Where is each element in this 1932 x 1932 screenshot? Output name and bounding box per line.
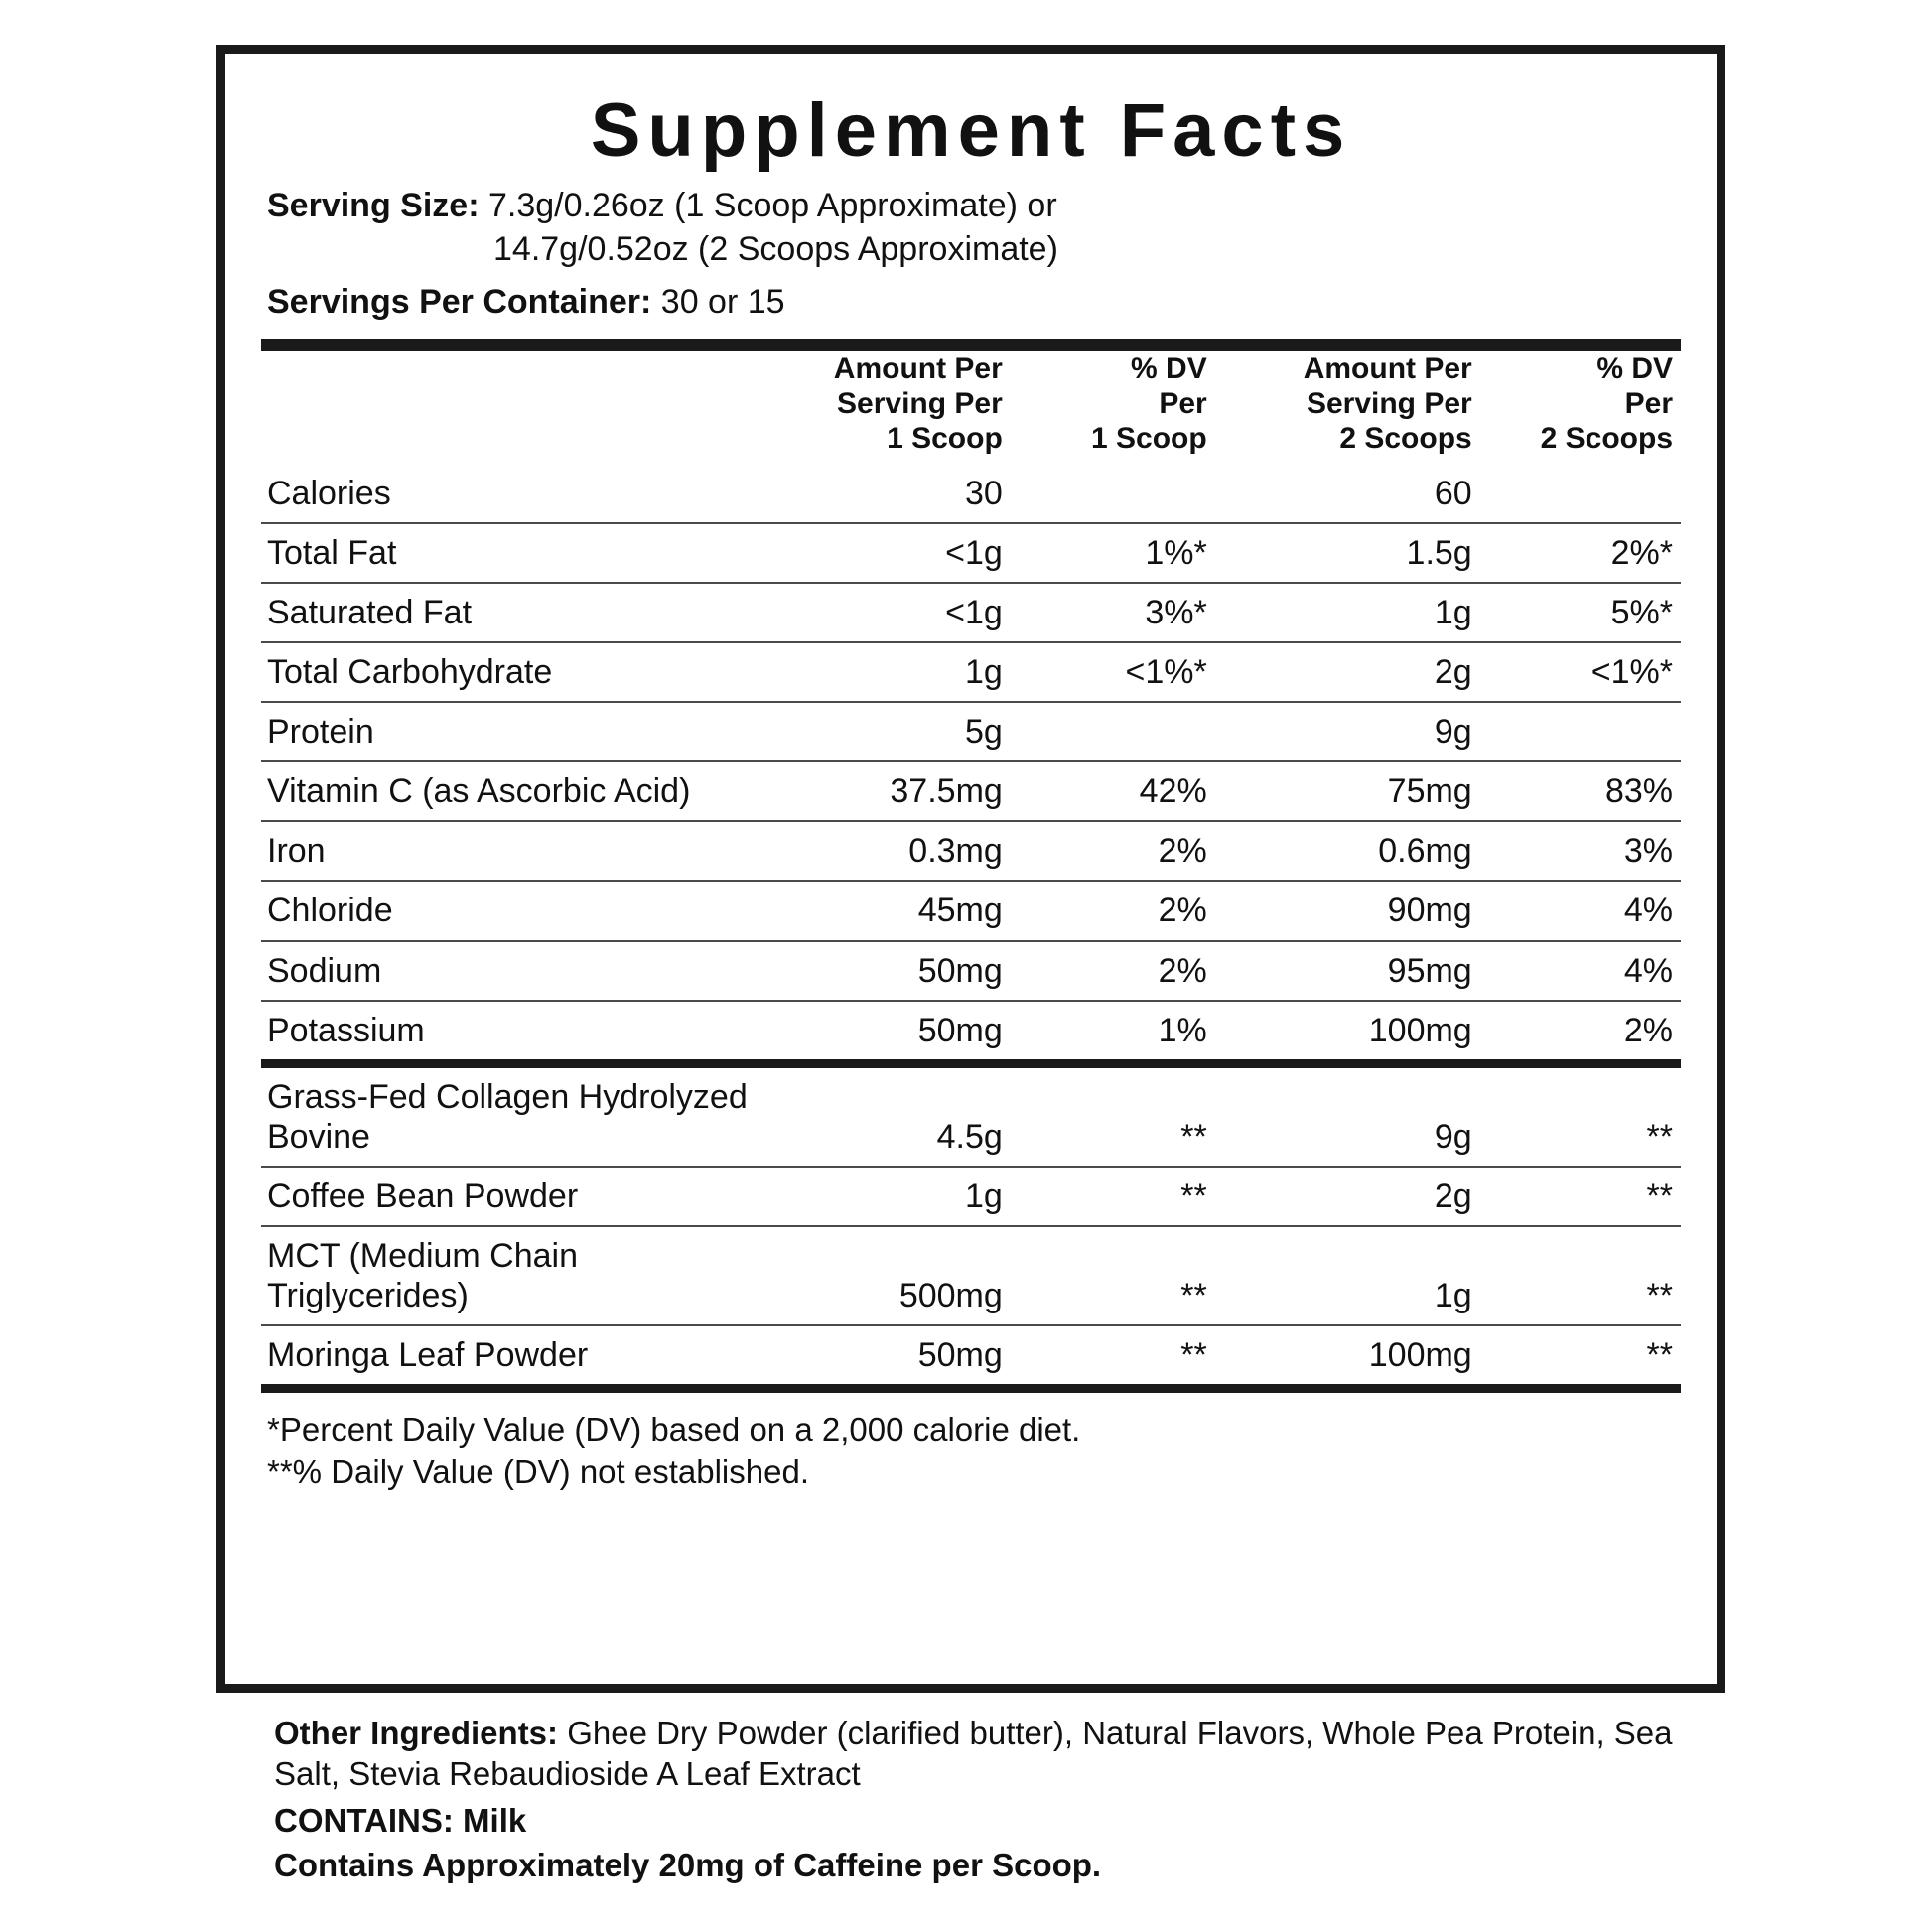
row-amount-1-scoop: 1g (777, 642, 1036, 702)
column-header-amount-2-scoops-line1: Amount Per (1303, 351, 1472, 385)
row-amount-2-scoops: 75mg (1247, 761, 1506, 821)
row-amount-2-scoops: 1g (1247, 1226, 1506, 1325)
serving-info (267, 185, 1681, 325)
column-header-amount-1-scoop-line3: 1 Scoop (887, 422, 1003, 456)
row-amount-2-scoops: 1g (1247, 583, 1506, 642)
row-dv-2-scoops: 5%* (1506, 583, 1681, 642)
table-header (261, 351, 1681, 465)
table-row (261, 642, 1681, 702)
row-dv-1-scoop: 3%* (1036, 583, 1247, 642)
row-nutrient-name: Moringa Leaf Powder (261, 1325, 777, 1389)
row-dv-1-scoop: ** (1036, 1226, 1247, 1325)
table-row (261, 941, 1681, 1001)
column-header-amount-1-scoop-line1: Amount Per (833, 351, 1003, 385)
table-row (261, 465, 1681, 523)
row-amount-1-scoop: 5g (777, 702, 1036, 761)
column-header-amount-1-scoop-line2: Serving Per (837, 386, 1003, 420)
row-dv-1-scoop (1036, 465, 1247, 523)
row-nutrient-name: Sodium (261, 941, 777, 1001)
table-row (261, 702, 1681, 761)
row-dv-2-scoops: <1%* (1506, 642, 1681, 702)
row-nutrient-name: Total Carbohydrate (261, 642, 777, 702)
table-row (261, 881, 1681, 940)
divider-thick-top (261, 339, 1681, 351)
column-header-amount-2-scoops (1247, 351, 1506, 465)
caffeine-note: Contains Approximately 20mg of Caffeine per Scoop. (274, 1846, 1102, 1883)
row-amount-2-scoops: 1.5g (1247, 523, 1506, 583)
row-nutrient-name: Total Fat (261, 523, 777, 583)
column-header-amount-2-scoops-line2: Serving Per (1306, 386, 1472, 420)
row-dv-1-scoop: ** (1036, 1167, 1247, 1226)
column-header-amount-2-scoops-line3: 2 Scoops (1339, 422, 1472, 456)
row-amount-2-scoops: 2g (1247, 1167, 1506, 1226)
column-header-dv-2-scoops (1506, 351, 1681, 465)
column-header-dv-2-scoops-line3: 2 Scoops (1540, 422, 1673, 456)
table-row (261, 1226, 1681, 1325)
serving-size-value-1: 7.3g/0.26oz (1 Scoop Approximate) or (487, 187, 1057, 224)
row-amount-2-scoops: 100mg (1247, 1325, 1506, 1389)
table-row (261, 583, 1681, 642)
serving-size-label: Serving Size: (267, 187, 480, 224)
row-dv-2-scoops: 83% (1506, 761, 1681, 821)
row-amount-2-scoops: 95mg (1247, 941, 1506, 1001)
other-ingredients-label: Other Ingredients: (274, 1715, 559, 1751)
row-amount-2-scoops: 0.6mg (1247, 821, 1506, 881)
column-header-dv-1-scoop (1036, 351, 1247, 465)
row-dv-1-scoop: ** (1036, 1325, 1247, 1389)
row-nutrient-name: Protein (261, 702, 777, 761)
row-amount-1-scoop: <1g (777, 583, 1036, 642)
row-dv-2-scoops (1506, 465, 1681, 523)
row-nutrient-name: Coffee Bean Powder (261, 1167, 777, 1226)
table-row (261, 1001, 1681, 1064)
row-nutrient-name: MCT (Medium Chain Triglycerides) (261, 1226, 777, 1325)
row-dv-2-scoops: ** (1506, 1063, 1681, 1167)
row-amount-2-scoops: 2g (1247, 642, 1506, 702)
row-amount-1-scoop: 500mg (777, 1226, 1036, 1325)
row-nutrient-name: Vitamin C (as Ascorbic Acid) (261, 761, 777, 821)
column-header-dv-1-scoop-line3: 1 Scoop (1091, 422, 1207, 456)
footnotes (267, 1409, 1681, 1494)
other-ingredients-line (274, 1714, 1724, 1795)
row-amount-1-scoop: 30 (777, 465, 1036, 523)
serving-size-line (267, 185, 1681, 228)
row-nutrient-name: Iron (261, 821, 777, 881)
row-dv-2-scoops: ** (1506, 1226, 1681, 1325)
footnote-dv-not-established: **% Daily Value (DV) not established. (267, 1453, 809, 1491)
row-amount-2-scoops: 9g (1247, 702, 1506, 761)
footnote-percent-dv: *Percent Daily Value (DV) based on a 2,000 calorie diet. (267, 1411, 1081, 1449)
row-dv-1-scoop: 42% (1036, 761, 1247, 821)
table-row (261, 821, 1681, 881)
row-dv-2-scoops (1506, 702, 1681, 761)
nutrition-table (261, 351, 1681, 1394)
table-header-row (261, 351, 1681, 465)
row-dv-2-scoops: 2%* (1506, 523, 1681, 583)
other-ingredients-block (274, 1714, 1724, 1886)
servings-per-container-line (267, 281, 1681, 325)
row-dv-2-scoops: 3% (1506, 821, 1681, 881)
row-amount-1-scoop: 50mg (777, 941, 1036, 1001)
table-row (261, 761, 1681, 821)
table-body (261, 465, 1681, 1389)
row-amount-2-scoops: 100mg (1247, 1001, 1506, 1064)
column-header-amount-1-scoop (777, 351, 1036, 465)
contains-allergens: CONTAINS: Milk (274, 1801, 527, 1839)
row-dv-2-scoops: ** (1506, 1325, 1681, 1389)
table-row (261, 1325, 1681, 1389)
page-title: Supplement Facts (590, 88, 1352, 173)
row-amount-1-scoop: 0.3mg (777, 821, 1036, 881)
row-dv-2-scoops: 4% (1506, 941, 1681, 1001)
supplement-facts-panel (216, 45, 1725, 1693)
row-dv-1-scoop: 1% (1036, 1001, 1247, 1064)
column-header-dv-2-scoops-line2: Per (1624, 386, 1673, 420)
table-row (261, 1167, 1681, 1226)
row-amount-2-scoops: 60 (1247, 465, 1506, 523)
other-ingredients-text: Ghee Dry Powder (clarified butter), Natural Flavors, Whole Pea Protein, Sea Salt, Stevia Rebaudioside A Leaf Extract (274, 1715, 1673, 1792)
row-amount-1-scoop: 45mg (777, 881, 1036, 940)
row-dv-1-scoop: 2% (1036, 821, 1247, 881)
row-amount-1-scoop: 37.5mg (777, 761, 1036, 821)
row-amount-1-scoop: 50mg (777, 1325, 1036, 1389)
row-dv-2-scoops: 4% (1506, 881, 1681, 940)
row-amount-1-scoop: <1g (777, 523, 1036, 583)
row-nutrient-name: Potassium (261, 1001, 777, 1064)
row-nutrient-name: Saturated Fat (261, 583, 777, 642)
row-amount-1-scoop: 50mg (777, 1001, 1036, 1064)
row-dv-1-scoop (1036, 702, 1247, 761)
table-row (261, 523, 1681, 583)
serving-size-value-2: 14.7g/0.52oz (2 Scoops Approximate) (493, 229, 1058, 268)
column-header-nutrient (261, 351, 777, 465)
row-nutrient-name: Calories (261, 465, 777, 523)
row-amount-1-scoop: 1g (777, 1167, 1036, 1226)
row-nutrient-name: Chloride (261, 881, 777, 940)
table-row (261, 1063, 1681, 1167)
row-dv-1-scoop: 1%* (1036, 523, 1247, 583)
servings-per-container-label: Servings Per Container: (267, 283, 652, 322)
row-dv-1-scoop: ** (1036, 1063, 1247, 1167)
row-amount-2-scoops: 9g (1247, 1063, 1506, 1167)
row-dv-1-scoop: 2% (1036, 881, 1247, 940)
row-nutrient-name: Grass-Fed Collagen Hydrolyzed Bovine (261, 1063, 777, 1167)
column-header-dv-1-scoop-line2: Per (1159, 386, 1207, 420)
column-header-dv-2-scoops-line1: % DV (1596, 351, 1673, 385)
row-dv-1-scoop: 2% (1036, 941, 1247, 1001)
row-dv-2-scoops: ** (1506, 1167, 1681, 1226)
row-amount-2-scoops: 90mg (1247, 881, 1506, 940)
column-header-dv-1-scoop-line1: % DV (1131, 351, 1207, 385)
row-dv-1-scoop: <1%* (1036, 642, 1247, 702)
row-amount-1-scoop: 4.5g (777, 1063, 1036, 1167)
row-dv-2-scoops: 2% (1506, 1001, 1681, 1064)
servings-per-container-value: 30 or 15 (660, 283, 785, 322)
